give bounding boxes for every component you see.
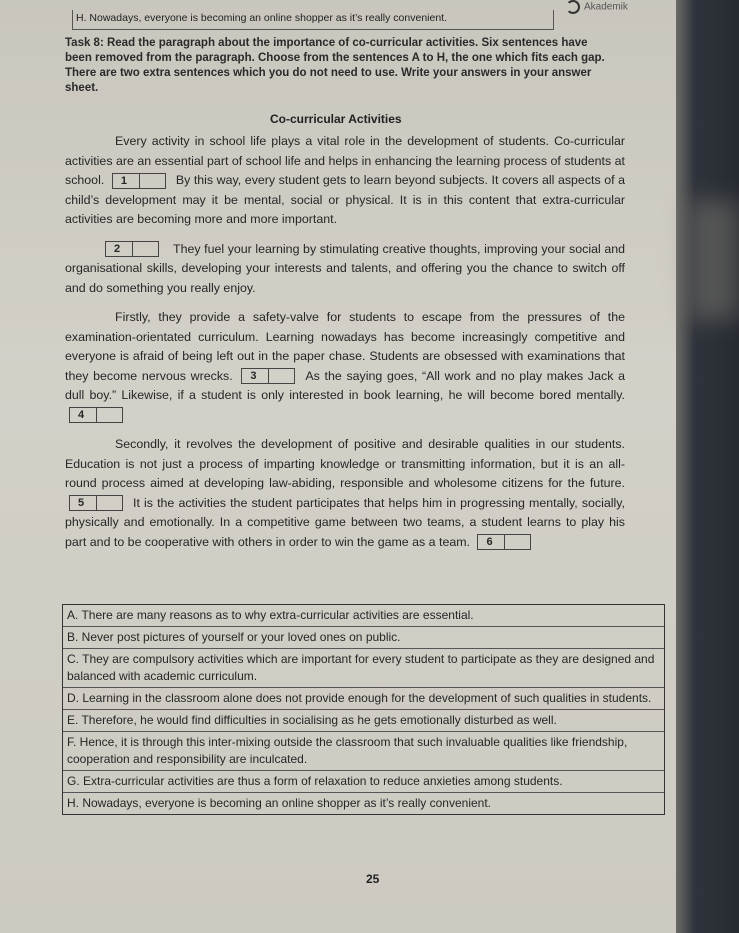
text: Secondly, it revolves the development of positive and desirable qualities in our students. Education is not just a process of imparting knowledge or transmitting information, but it is an all-round process aimed at developing law-abiding, responsible and wholesome citizens for the future.: [65, 437, 625, 490]
passage-title: Co-curricular Activities: [270, 112, 402, 126]
text: They fuel your learning by stimulating creative thoughts, improving your social and organisational skills, developing your interests and talents, and offering you the chance to switch off and do something you really enjoy.: [65, 241, 625, 295]
task-instructions: Task 8: Read the paragraph about the importance of co-curricular activities. Six sentences have been removed from the paragraph. Choose from the sentences A to H, the one which fits each gap. There are two extra sentences which you do not need to use. Write your answers in your answer sheet.: [65, 37, 605, 94]
option-b: B. Never post pictures of yourself or your loved ones on public.: [63, 627, 664, 649]
text: By this way, every student gets to learn beyond subjects. It covers all aspects of a child’s development may it be mental, social or physical. It is in this content that extra-curricular activities are becoming more and more important.: [65, 173, 625, 226]
text: It is the activities the student participates that helps him in progressing mentally, socially, physically and emotionally. In a competitive game between two teams, a student learns to play his part and to be cooperative with others in order to win the game as a team.: [65, 495, 625, 549]
option-f: F. Hence, it is through this inter-mixing outside the classroom that such invaluable qualities like friendship, cooperation and responsibility are inculcated.: [63, 732, 664, 771]
option-a: A. There are many reasons as to why extra-curricular activities are essential.: [63, 605, 664, 627]
paragraph-2: [65, 240, 625, 299]
gap-box-1: 1: [112, 173, 166, 189]
passage: [65, 132, 625, 562]
option-g: G. Extra-curricular activities are thus a form of relaxation to reduce anxieties among students.: [63, 771, 664, 793]
option-e: E. Therefore, he would find difficulties in socialising as he gets emotionally disturbed as well.: [63, 710, 664, 732]
option-h: H. Nowadays, everyone is becoming an online shopper as it’s really convenient.: [67, 796, 492, 810]
text: Every activity in school life plays a vital role in the development of students. Co-curricular activities are an essential part of school life and helps in enhancing the learning process of students at school.: [65, 134, 625, 187]
paragraph-1: [65, 132, 625, 230]
gap-box-4: 4: [69, 407, 123, 423]
background-edge: [676, 0, 739, 933]
logo-icon: [566, 0, 580, 14]
page-number: 25: [366, 872, 380, 886]
publisher-logo: [566, 0, 628, 14]
option-c: C. They are compulsory activities which are important for every student to participate as they are designed and balanced with academic curriculum.: [63, 649, 664, 688]
gap-box-6: 6: [477, 534, 531, 550]
gap-box-3: 3: [241, 368, 295, 384]
option-d: D. Learning in the classroom alone does not provide enough for the development of such qualities in students.: [63, 688, 664, 710]
text: Firstly, they provide a safety-valve for students to escape from the pressures of the examination-orientated curriculum. Learning nowadays has become increasingly competitive and everyone is afraid of being left out in the paper chase. Students are obsessed with examinations that they become nervous wrecks.: [65, 310, 625, 383]
background-shadow: [688, 200, 739, 320]
paragraph-4: [65, 435, 625, 552]
gap-box-2: 2: [105, 241, 159, 257]
gap-box-5: 5: [69, 495, 123, 511]
options-table: [62, 604, 665, 815]
logo-text: Akademik: [584, 1, 628, 13]
text: As the saying goes, “All work and no play makes Jack a dull boy.” Likewise, if a student is only interested in book learning, he will become bored mentally.: [65, 368, 625, 402]
paragraph-3: [65, 308, 625, 425]
previous-options-box: H. Nowadays, everyone is becoming an online shopper as it’s really convenient.: [72, 10, 554, 30]
